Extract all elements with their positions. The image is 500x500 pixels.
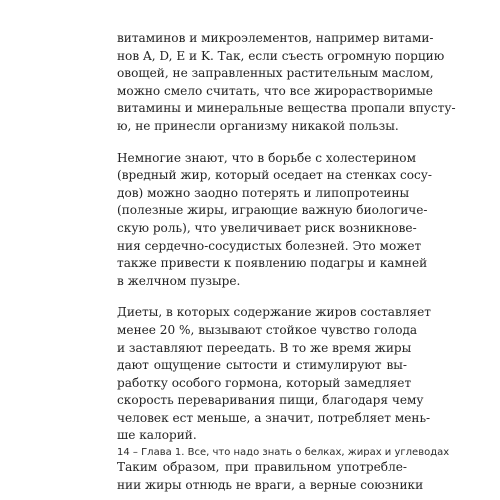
text-line: дов) можно заодно потерять и липопротеины [117, 185, 410, 200]
text-line: скую роль), что увеличивает риск возникнове- [117, 220, 417, 235]
text-line: человек ест меньше, а значит, потребляет мень- [117, 410, 431, 425]
text-line: овощей, не заправленных растительным маслом, [117, 66, 434, 81]
text-line: ше калорий. [117, 428, 197, 443]
text-line: и заставляют переедать. В то же время жиры [117, 340, 412, 355]
paragraph-1 [117, 30, 456, 136]
text-line: витамины и минеральные вещества пропали впусту- [117, 101, 456, 116]
text-line: также привести к появлению подагры и камней [117, 256, 428, 271]
text-line: Немногие знают, что в борьбе с холестерином [117, 150, 416, 165]
text-line: можно смело считать, что все жирорастворимые [117, 83, 433, 98]
paragraph-3 [117, 304, 431, 445]
text-line: в желчном пузыре. [117, 273, 241, 288]
text-line: нии жиры отнюдь не враги, а верные союзники [117, 477, 424, 492]
text-line: нов A, D, E и K. Так, если съесть огромную порцию [117, 48, 445, 63]
text-line: Диеты, в которых содержание жиров составляет [117, 305, 431, 320]
page-footer: 14 – Глава 1. Все, что надо знать о белках, жирах и углеводах [117, 447, 450, 458]
text-line: работку особого гормона, который замедляет [117, 375, 412, 390]
text-line: ю, не принесли организму никакой пользы. [117, 118, 399, 133]
text-line: скорость переваривания пищи, благодаря чему [117, 393, 424, 408]
text-line: дают ощущение сытости и стимулируют вы- [117, 358, 407, 373]
text-line: витаминов и микроэлементов, например витами- [117, 31, 434, 45]
text-line: Таким образом, при правильном употребле- [117, 460, 407, 475]
paragraph-4 [117, 459, 424, 494]
paragraph-2 [117, 150, 432, 291]
text-line: менее 20 %, вызывают стойкое чувство голода [117, 322, 418, 337]
text-line: (полезные жиры, играющие важную биологиче- [117, 203, 428, 218]
text-line: ния сердечно-сосудистых болезней. Это может [117, 238, 422, 253]
text-line: (вредный жир, который оседает на стенках сосу- [117, 168, 432, 183]
body-text [117, 30, 456, 500]
